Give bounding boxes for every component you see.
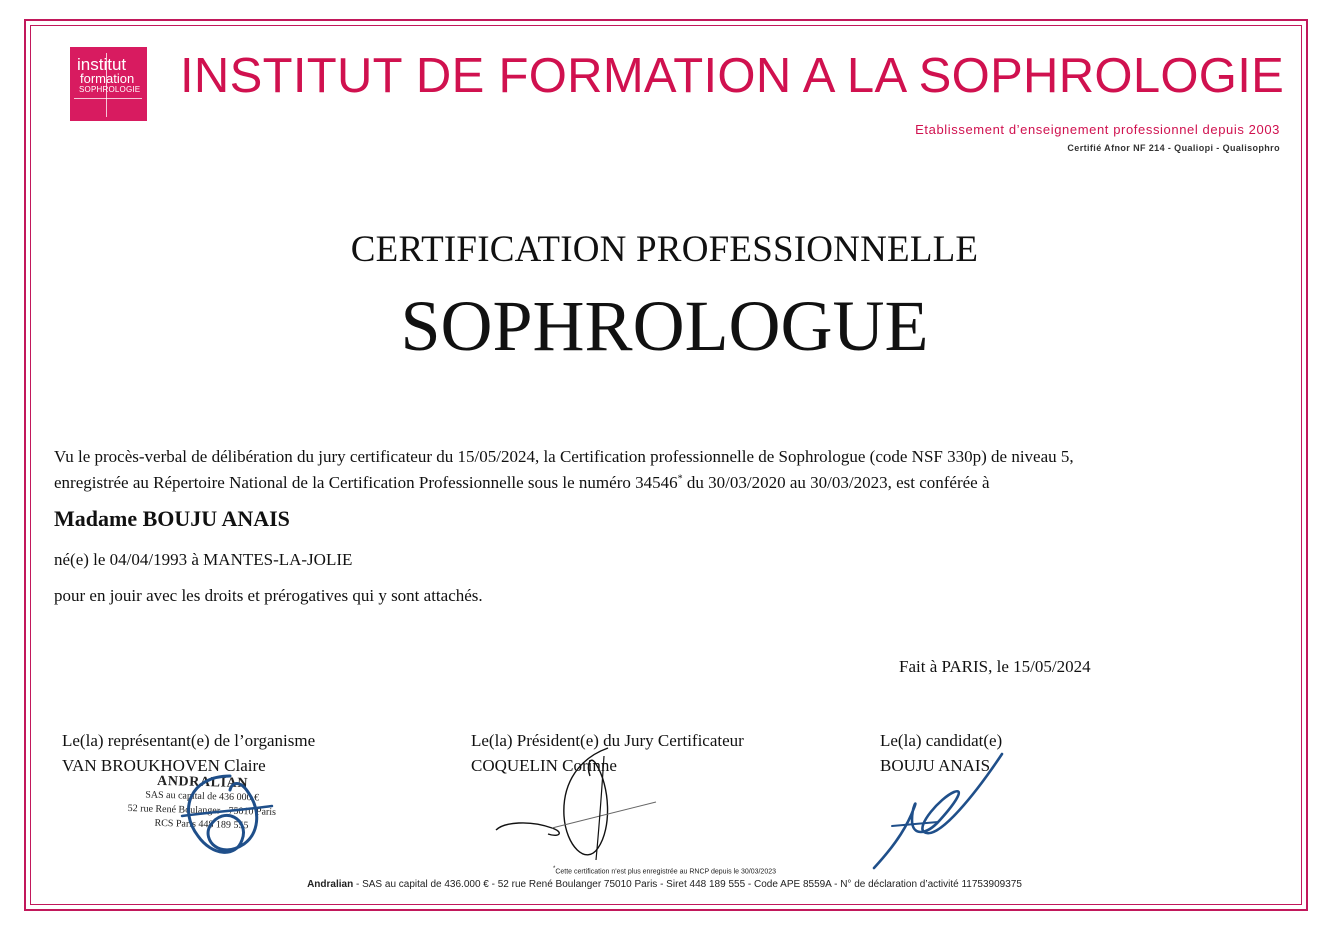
signature-candidate xyxy=(868,750,1018,875)
signatory-name: COQUELIN Corinne xyxy=(471,756,617,775)
footnote-star: * xyxy=(552,866,556,872)
signature-organisation xyxy=(170,770,280,865)
institute-tagline: Etablissement d’enseignement professionnel depuis 2003 xyxy=(915,122,1280,137)
stamp-company: ANDRALIAN xyxy=(156,773,249,792)
signatory-name: BOUJU ANAIS xyxy=(880,756,991,775)
place-and-date: Fait à PARIS, le 15/05/2024 xyxy=(899,657,1091,676)
document-subtitle: SOPHROLOGUE xyxy=(400,286,929,366)
footer-details: - SAS au capital de 436.000 € - 52 rue René Boulanger 75010 Paris - Siret 448 189 555 - Code APE 8559A - N° de déclaration d’activité 11753909375 xyxy=(353,879,1022,890)
stamp-address: 52 rue René Boulanger - 75010 Paris xyxy=(127,803,277,818)
institute-logo xyxy=(70,47,147,121)
paragraph-line-2-start: enregistrée au Répertoire National de la Certification Professionnelle sous le numéro 34546 xyxy=(54,473,678,492)
institute-title: INSTITUT DE FORMATION A LA SOPHROLOGIE xyxy=(180,49,1285,103)
footer-company: Andralian xyxy=(307,879,354,890)
paragraph-line-2-end: du 30/03/2020 au 30/03/2023, est conférée à xyxy=(682,473,990,492)
institute-certifications: Certifié Afnor NF 214 - Qualiopi - Qualisophro xyxy=(1067,143,1280,153)
signatory-role: Le(la) Président(e) du Jury Certificateur xyxy=(471,731,744,750)
stamp-rcs: RCS Paris 448 189 555 xyxy=(154,817,249,832)
logo-line-1: institut xyxy=(77,55,127,74)
document-title: CERTIFICATION PROFESSIONNELLE xyxy=(350,229,979,270)
birth-details: né(e) le 04/04/1993 à MANTES-LA-JOLIE xyxy=(54,550,353,569)
signatory-name: VAN BROUKHOVEN Claire xyxy=(62,756,266,775)
signatory-role: Le(la) candidat(e) xyxy=(880,731,1003,750)
logo-line-2: formation xyxy=(80,71,135,86)
paragraph-line-1: Vu le procès-verbal de délibération du jury certificateur du 15/05/2024, la Certification professionnelle de Sophrologue (code NSF 330p) de niveau 5, xyxy=(54,447,1074,466)
rights-statement: pour en jouir avec les droits et prérogatives qui y sont attachés. xyxy=(54,586,483,605)
footnote-text: Cette certification n'est plus enregistrée au RNCP depuis le 30/03/2023 xyxy=(555,868,776,876)
deliberation-paragraph xyxy=(54,444,1254,496)
company-footer xyxy=(0,879,1329,890)
rncp-footnote xyxy=(0,866,1329,875)
stamp-capital: SAS au capital de 436 000 € xyxy=(145,789,260,804)
footnote-mark: * xyxy=(677,473,683,485)
logo-line-3: SOPHROLOGIE xyxy=(79,85,141,94)
signatory-role: Le(la) représentant(e) de l’organisme xyxy=(62,731,316,750)
paragraph-line-2 xyxy=(54,470,1254,496)
recipient-name: Madame BOUJU ANAIS xyxy=(54,506,290,531)
signature-jury-president xyxy=(490,742,665,872)
